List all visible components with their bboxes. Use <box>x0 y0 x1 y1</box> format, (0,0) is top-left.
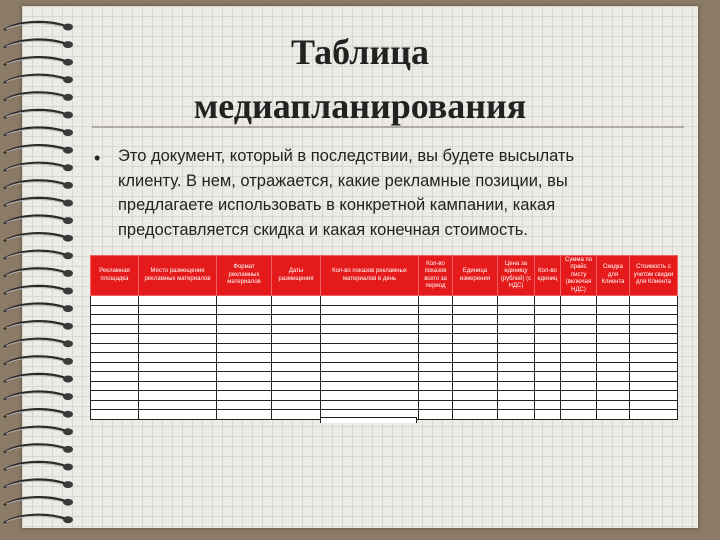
table-cell <box>597 353 630 363</box>
column-header: Стоимость с учетом скидки для Клиента <box>630 256 678 296</box>
table-cell <box>535 324 561 334</box>
table-row <box>91 372 678 382</box>
spiral-ring <box>4 75 73 84</box>
table-cell <box>597 381 630 391</box>
table-cell <box>498 362 535 372</box>
table-cell <box>561 296 597 306</box>
table-cell <box>630 362 678 372</box>
table-cell <box>498 381 535 391</box>
table-cell <box>535 372 561 382</box>
table-cell <box>453 315 498 325</box>
table-cell <box>321 296 419 306</box>
spiral-ring <box>4 216 73 225</box>
table-cell <box>597 334 630 344</box>
table-cell <box>217 400 272 410</box>
table-cell <box>630 400 678 410</box>
spiral-ring <box>4 515 73 524</box>
table-cell <box>272 343 321 353</box>
table-cell <box>561 410 597 420</box>
table-cell <box>321 315 419 325</box>
table-cell <box>217 362 272 372</box>
table-cell <box>597 410 630 420</box>
table-cell <box>139 400 217 410</box>
spiral-ring <box>4 444 73 453</box>
media-plan-table <box>90 255 678 420</box>
table-cell <box>139 391 217 401</box>
table-cell <box>139 334 217 344</box>
table-cell <box>272 315 321 325</box>
table-cell <box>91 324 139 334</box>
bullet-paragraph: Это документ, который в последствии, вы будете высылать клиенту. В нем, отражается, какие рекламные позиции, вы предлагаете использовать в конкретной кампании, какая предоставляется скидка и какая конечная стоимость. <box>118 147 575 239</box>
table-cell <box>217 372 272 382</box>
table-cell <box>561 315 597 325</box>
table-row <box>91 353 678 363</box>
table-cell <box>597 296 630 306</box>
table-cell <box>217 305 272 315</box>
table-cell <box>453 400 498 410</box>
table-cell <box>453 305 498 315</box>
table-cell <box>630 315 678 325</box>
table-cell <box>453 324 498 334</box>
column-header: Кол-во показов рекламных материалов в день <box>321 256 419 296</box>
column-header: Скидка для Клиента <box>597 256 630 296</box>
table-cell <box>535 343 561 353</box>
table-cell <box>535 296 561 306</box>
table-cell <box>217 324 272 334</box>
table-cell <box>91 296 139 306</box>
table-header-row <box>91 256 678 296</box>
spiral-ring <box>4 180 73 189</box>
table-cell <box>453 372 498 382</box>
table-cell <box>321 381 419 391</box>
table-cell <box>91 381 139 391</box>
table-cell <box>453 391 498 401</box>
table-cell <box>139 296 217 306</box>
table-cell <box>498 315 535 325</box>
table-cell <box>91 353 139 363</box>
table-cell <box>321 362 419 372</box>
table-cell <box>498 296 535 306</box>
table-cell <box>272 362 321 372</box>
table-cell <box>139 372 217 382</box>
spiral-ring <box>4 233 73 242</box>
spiral-ring <box>4 321 73 330</box>
table-cell <box>453 296 498 306</box>
spiral-ring <box>4 198 73 207</box>
table-cell <box>272 381 321 391</box>
table-cell <box>419 381 453 391</box>
table-cell <box>498 353 535 363</box>
table-cell <box>453 343 498 353</box>
table-cell <box>217 353 272 363</box>
column-header: Кол-во единиц <box>535 256 561 296</box>
table-cell <box>630 324 678 334</box>
title-divider <box>92 126 684 128</box>
spiral-ring <box>4 251 73 260</box>
column-header: Кол-во показов всего за период <box>419 256 453 296</box>
table-cell <box>139 305 217 315</box>
table-cell <box>272 296 321 306</box>
spiral-ring <box>4 145 73 154</box>
table-cell <box>561 334 597 344</box>
table-row <box>91 343 678 353</box>
table-cell <box>419 305 453 315</box>
table-cell <box>535 334 561 344</box>
table-cell <box>561 400 597 410</box>
table-cell <box>535 381 561 391</box>
table-cell <box>561 372 597 382</box>
table-cell <box>630 391 678 401</box>
table-cell <box>139 362 217 372</box>
table-cell <box>597 372 630 382</box>
table-cell <box>535 400 561 410</box>
table-cell <box>498 400 535 410</box>
table-cell <box>217 334 272 344</box>
table-cell <box>498 324 535 334</box>
table-cell <box>597 400 630 410</box>
table-cell <box>321 372 419 382</box>
table-cell <box>91 315 139 325</box>
table-cell <box>535 305 561 315</box>
column-header: Сумма по прайс листу (включая НДС) <box>561 256 597 296</box>
table-cell <box>535 362 561 372</box>
table-cell <box>272 305 321 315</box>
column-header: Цена за единицу (рублей) (с НДС) <box>498 256 535 296</box>
table-cell <box>321 353 419 363</box>
table-cell <box>139 315 217 325</box>
spiral-ring <box>4 462 73 471</box>
table-cell <box>597 343 630 353</box>
spiral-ring <box>4 497 73 506</box>
table-cell <box>91 372 139 382</box>
page-title-line-1: Таблица <box>291 32 429 72</box>
table-cell <box>321 343 419 353</box>
table-cell <box>535 410 561 420</box>
table-cell <box>498 343 535 353</box>
table-cell <box>597 391 630 401</box>
spiral-ring <box>4 480 73 489</box>
table-cell <box>419 410 453 420</box>
page-title-line-2: медиапланирования <box>193 86 527 126</box>
table-row <box>91 362 678 372</box>
table-cell <box>597 315 630 325</box>
table-cell <box>597 305 630 315</box>
spiral-ring <box>4 163 73 172</box>
table-cell <box>139 343 217 353</box>
table-cell <box>321 391 419 401</box>
spiral-ring <box>4 286 73 295</box>
spiral-ring <box>4 304 73 313</box>
column-header: Даты размещения <box>272 256 321 296</box>
table-cell <box>498 410 535 420</box>
table-row <box>91 391 678 401</box>
table-cell <box>272 400 321 410</box>
table-cell <box>561 381 597 391</box>
table-cell <box>453 353 498 363</box>
spiral-ring <box>4 409 73 418</box>
table-cell <box>272 334 321 344</box>
table-extra-cell <box>320 417 417 423</box>
table-cell <box>419 372 453 382</box>
table-cell <box>630 305 678 315</box>
table-cell <box>561 343 597 353</box>
spiral-ring <box>4 339 73 348</box>
table-cell <box>272 324 321 334</box>
spiral-ring <box>4 22 73 31</box>
table-cell <box>91 334 139 344</box>
spiral-ring <box>4 427 73 436</box>
column-header: Рекламная площадка <box>91 256 139 296</box>
table-cell <box>321 400 419 410</box>
table-cell <box>630 372 678 382</box>
table-cell <box>630 353 678 363</box>
table-cell <box>630 296 678 306</box>
table-cell <box>419 362 453 372</box>
table-row <box>91 305 678 315</box>
table-cell <box>535 391 561 401</box>
column-header: Место размещения рекламных материалов <box>139 256 217 296</box>
table-cell <box>91 343 139 353</box>
table-cell <box>535 315 561 325</box>
column-header: Формат рекламных материалов <box>217 256 272 296</box>
column-header: Единица измерения <box>453 256 498 296</box>
table-cell <box>419 353 453 363</box>
table-cell <box>217 315 272 325</box>
table-cell <box>498 305 535 315</box>
table-cell <box>139 353 217 363</box>
table-cell <box>139 324 217 334</box>
table-cell <box>498 391 535 401</box>
table-row <box>91 400 678 410</box>
table-cell <box>498 372 535 382</box>
table-cell <box>419 391 453 401</box>
table-cell <box>419 343 453 353</box>
table-cell <box>419 334 453 344</box>
spiral-ring <box>4 268 73 277</box>
table-cell <box>561 353 597 363</box>
spiral-ring <box>4 374 73 383</box>
table-cell <box>453 334 498 344</box>
table-cell <box>453 362 498 372</box>
table-cell <box>91 391 139 401</box>
table-cell <box>535 353 561 363</box>
table-cell <box>419 400 453 410</box>
spiral-ring <box>4 128 73 137</box>
table-cell <box>419 315 453 325</box>
table-cell <box>217 343 272 353</box>
table-cell <box>91 305 139 315</box>
table-cell <box>419 296 453 306</box>
table-cell <box>272 391 321 401</box>
bullet-icon: • <box>94 148 101 168</box>
table-row <box>91 334 678 344</box>
table-cell <box>630 381 678 391</box>
table-cell <box>139 381 217 391</box>
table-cell <box>453 410 498 420</box>
table-cell <box>91 362 139 372</box>
table-cell <box>597 362 630 372</box>
table-cell <box>498 334 535 344</box>
table-cell <box>217 381 272 391</box>
table-cell <box>139 410 217 420</box>
spiral-ring <box>4 356 73 365</box>
table-row <box>91 296 678 306</box>
table-row <box>91 381 678 391</box>
table-cell <box>91 410 139 420</box>
table-cell <box>630 410 678 420</box>
table-cell <box>561 391 597 401</box>
table-cell <box>321 334 419 344</box>
table-row <box>91 315 678 325</box>
table-cell <box>272 372 321 382</box>
table-cell <box>561 362 597 372</box>
table-cell <box>561 324 597 334</box>
table-cell <box>453 381 498 391</box>
table-cell <box>597 324 630 334</box>
table-cell <box>272 410 321 420</box>
table-cell <box>419 324 453 334</box>
table-cell <box>561 305 597 315</box>
spiral-ring <box>4 392 73 401</box>
table-cell <box>321 305 419 315</box>
table-row <box>91 324 678 334</box>
table-cell <box>217 391 272 401</box>
table-cell <box>217 410 272 420</box>
table-cell <box>321 324 419 334</box>
table-cell <box>91 400 139 410</box>
table-cell <box>272 353 321 363</box>
table-cell <box>217 296 272 306</box>
table-cell <box>630 343 678 353</box>
table-cell <box>630 334 678 344</box>
